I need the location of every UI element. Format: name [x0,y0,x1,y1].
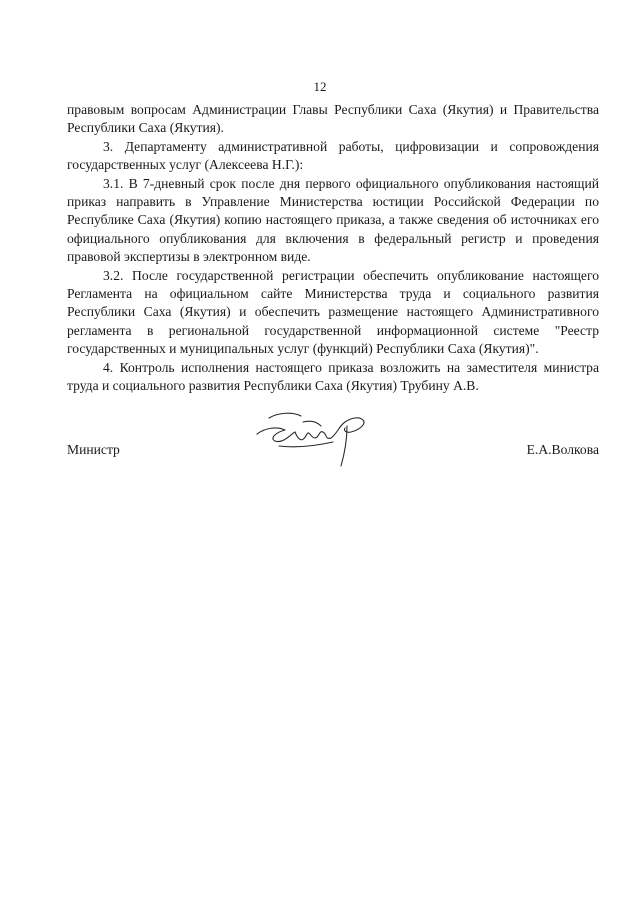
paragraph-item-3-1: 3.1. В 7-дневный срок после дня первого официального опубликования настоящий приказ направить в Управление Министерства юстиции Российской Федерации по Республике Саха (Якутия) копию настоящего приказа, а также сведения об источниках его официального опубликования для включения в федеральный регистр и проведения правовой экспертизы в электронном виде. [67,175,599,265]
handwritten-signature [255,408,375,470]
paragraph-item-4: 4. Контроль исполнения настоящего приказа возложить на заместителя министра труда и социального развития Республики Саха (Якутия) Трубину А.В. [67,359,599,394]
signer-name: Е.А.Волкова [526,442,599,457]
paragraph-item-3: 3. Департаменту административной работы, цифровизации и сопровождения государственных услуг (Алексеева Н.Г.): [67,138,599,173]
signature-block [67,408,599,468]
page-number: 12 [313,79,327,94]
signer-position: Министр [67,442,120,457]
paragraph-continuation: правовым вопросам Администрации Главы Республики Саха (Якутия) и Правительства Республики Саха (Якутия). [67,102,599,136]
paragraph-item-3-2: 3.2. После государственной регистрации обеспечить опубликование настоящего Регламента на официальном сайте Министерства труда и социального развития Республики Саха (Якутия) и обеспечить размещение настоящего Административного регламента в региональной государственной информационной системе "Реестр государственных и муниципальных услуг (функций) Республики Саха (Якутия)". [67,267,599,357]
document-body [67,101,599,396]
